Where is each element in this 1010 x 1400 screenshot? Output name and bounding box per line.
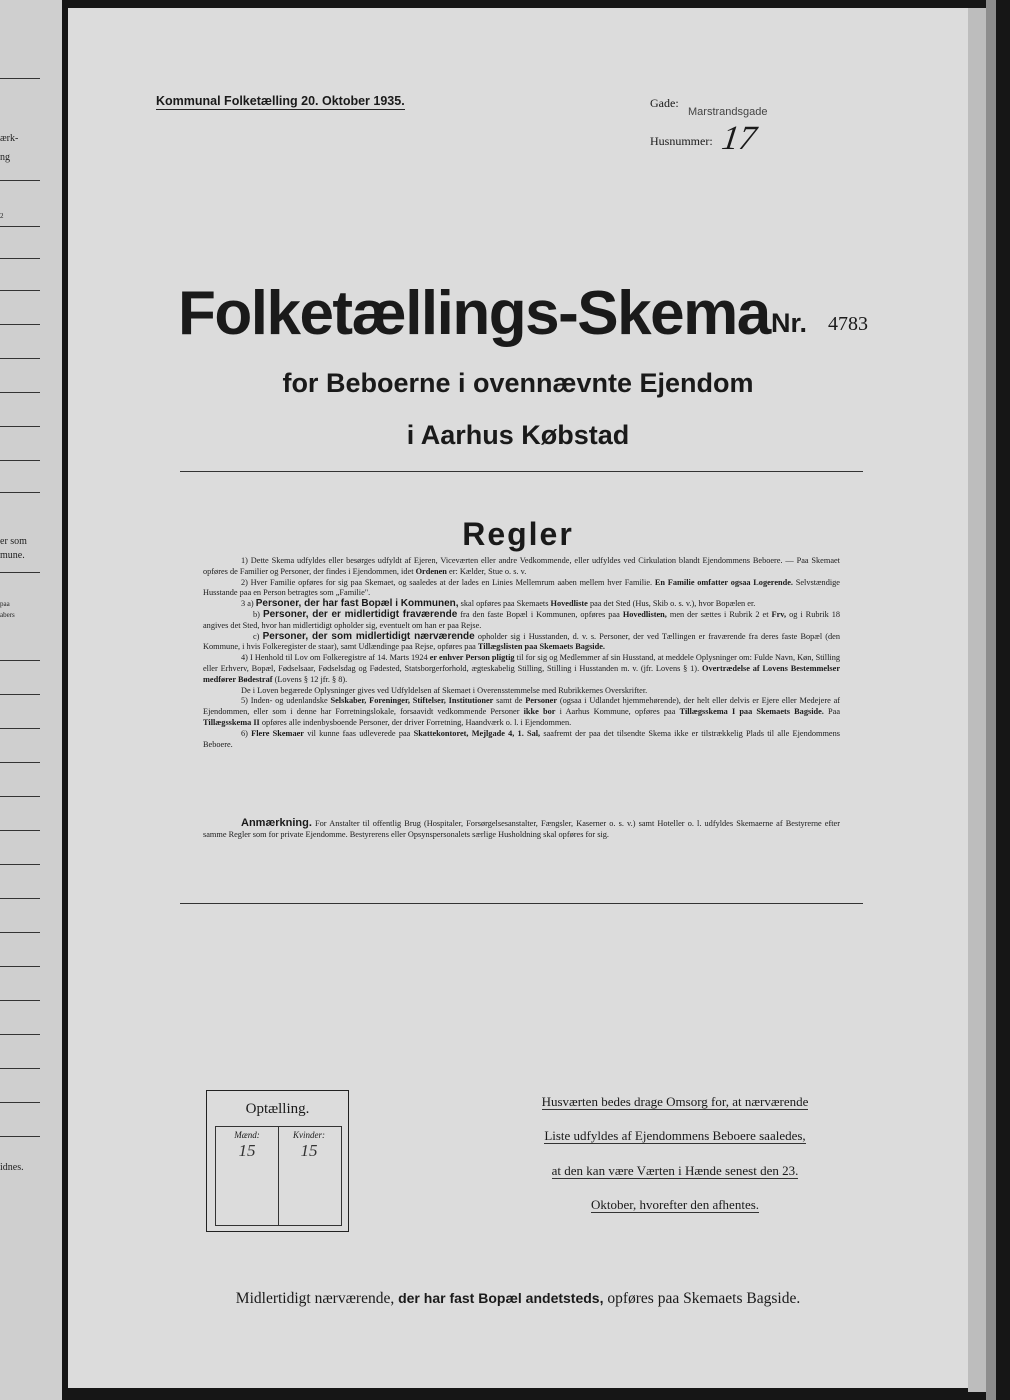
rule-3c: c) Personer, der som midlertidigt nærværende opholder sig i Husstanden, d. v. s. Personer, der ved Tællingen er fraværende fra deres faste Bopæl (den Kommune, i hvis Folkeregister de staar), samt Udlændinge paa Rejse, opføres paa Tillægslisten paa Skemaets Bagside. (203, 630, 840, 652)
husnummer-label: Husnummer: (650, 134, 713, 148)
kvinder-value: 15 (300, 1141, 318, 1160)
rule-6: 6) Flere Skemaer vil kunne faas udleverede paa Skattekontoret, Mejlgade 4, 1. Sal, saafremt der paa det tilsendte Skema ikke er tilstrækkelig Plads til alle Ejendommens Beboere. (203, 728, 840, 749)
subtitle-line-2: i Aarhus Købstad (406, 420, 630, 450)
maend-label: Mænd: (234, 1130, 260, 1140)
rule-3b: b) Personer, der er midlertidigt fraværende fra den faste Bopæl i Kommunen, opføres paa Hovedlisten, men der sættes i Rubrik 2 et Frv, og i Rubrik 18 angives det Sted, hvor han midlertidigt opholder sig, eventuelt om han er paa Rejse. (203, 608, 841, 630)
anmaerkning (203, 818, 840, 840)
optaelling-box (206, 1090, 349, 1232)
gade-label: Gade: (650, 96, 679, 110)
nr-value: 4783 (828, 313, 868, 335)
divider (180, 471, 863, 472)
notice-line: Liste udfyldes af Ejendommens Beboere saaledes, (544, 1128, 806, 1143)
left-fragment: er som (0, 536, 27, 547)
nr-label: Nr. (771, 308, 808, 338)
anmaerkning-text: For Anstalter til offentlig Brug (Hospitaler, Forsørgelsesanstalter, Fængsler, Kaserner o. s. v.) samt Hoteller o. l. udfyldes Skemaerne af Bestyrerne efter samme Regler som for private Ejendomme. Bestyrerens eller Opsynspersonalets særlige Husholdning skal opføres for sig. (203, 819, 840, 839)
rule-1: 1) Dette Skema udfyldes eller besørges udfyldt af Ejeren, Viceværten eller andre Vedkommende, eller udfyldes ved Cirkulation blandt Ejendommens Beboere. — Paa Skemaet opføres de Familier og Personer, der findes i Ejendommen, idet Ordenen er: Kælder, Stue o. s. v. (203, 556, 840, 576)
left-fragment: 2 (0, 212, 4, 220)
left-fragment: mune. (0, 550, 25, 561)
left-fragment: ng (0, 152, 10, 163)
divider (180, 903, 863, 904)
binding-edge (986, 0, 996, 1400)
notice-line: Husværten bedes drage Omsorg for, at nærværende (541, 1094, 809, 1109)
gade-value: Marstrandsgade (688, 106, 768, 118)
maend-value: 15 (238, 1141, 256, 1160)
notice-line: Oktober, hvorefter den afhentes. (590, 1197, 760, 1212)
left-fragment: idnes. (0, 1162, 24, 1173)
notice-line: at den kan være Værten i Hænde senest den 23. (551, 1163, 799, 1178)
subtitle-line-1: for Beboerne i ovennævnte Ejendom (282, 368, 754, 398)
regler-heading: Regler (462, 516, 574, 552)
optaelling-title: Optælling. (245, 1101, 310, 1117)
optaelling-table (215, 1126, 342, 1226)
rule-5: 5) Inden- og udenlandske Selskaber, Foreninger, Stiftelser, Institutioner samt de Personer (ogsaa i Udlandet hjemmehørende), der helt eller delvis er Ejere eller Medejere af Ejendommen, eller som i denne har Forretningslokale, forsaavidt vedkommende Personer ikke bor i Aarhus Kommune, opføres paa Tillægsskema I paa Skemaets Bagside. Paa Tillægsskema II opføres alle indenbysboende Personer, der driver Forretning, Haandværk o. l. i Ejendommen. (203, 696, 841, 727)
right-page-edge (968, 8, 986, 1392)
kvinder-label: Kvinder: (293, 1130, 325, 1140)
rules-text (203, 556, 840, 750)
left-fragment: paa (0, 600, 10, 608)
census-header: Kommunal Folketælling 20. Oktober 1935. (156, 94, 405, 108)
rule-3a: 3 a) Personer, der har fast Bopæl i Kommunen, skal opføres paa Skemaets Hovedliste paa det Sted (Hus, Skib o. s. v.), hvor Bopælen er. (241, 598, 756, 610)
left-fragment: ærk- (0, 133, 19, 144)
rule-4: 4) I Henhold til Lov om Folkeregistre af 14. Marts 1924 er enhver Person pligtig til for sig og Medlemmer af sin Husstand, at meddele Oplysninger om: Fulde Navn, Køn, Stilling eller Erhverv, Bopæl, Fødselsaar, Fødselsdag og Fødested, Statsborgerforhold, ægteskabelig Stilling, Stilling i Husstanden m. v. (jfr. Lovens § 1). Overtrædelse af Lovens Bestemmelser medfører Bødestraf (Lovens § 12 jfr. § 8). (203, 653, 841, 684)
census-form-page (68, 8, 968, 1388)
husnummer-value: 17 (719, 120, 759, 157)
left-fragment: abers (0, 611, 15, 619)
left-page-edge (0, 0, 62, 1400)
rule-4b: De i Loven begærede Oplysninger gives ved Udfyldelsen af Skemaet i Overensstemmelse med Rubrikkernes Overskrifter. (241, 685, 648, 695)
anmaerkning-label: Anmærkning. (241, 817, 312, 829)
rule-2: 2) Hver Familie opføres for sig paa Skemaet, og saaledes at der lades en Linies Mellemrum aaben mellem hver Familie. En Familie omfatter ogsaa Logerende. Selvstændige Husstande paa en Person betragtes som „Familie". (203, 577, 840, 598)
form-title: Folketællings-Skema (178, 279, 770, 348)
footer-note: Midlertidigt nærværende, der har fast Bopæl andetsteds, opføres paa Skemaets Bagside. (235, 1290, 801, 1307)
